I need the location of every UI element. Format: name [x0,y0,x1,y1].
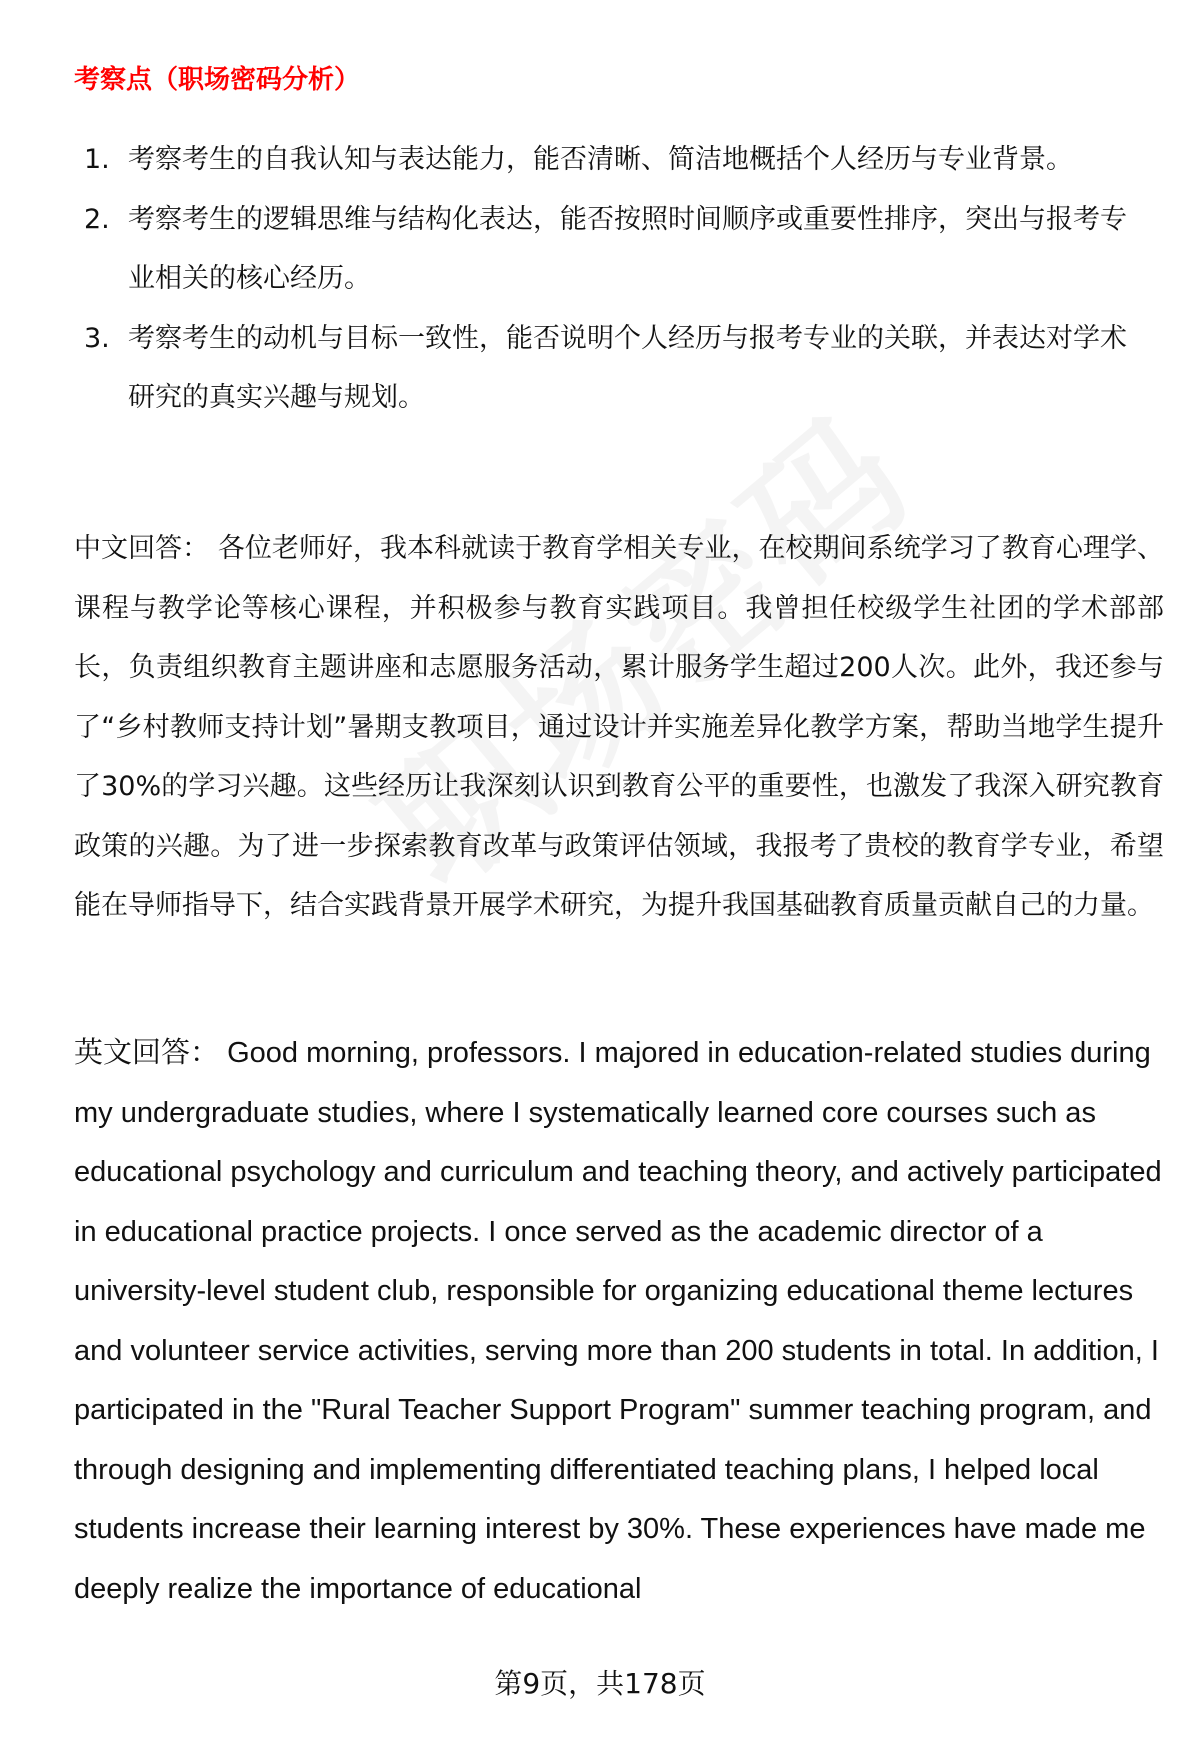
english-answer-paragraph [74,1023,1164,1619]
page-number-footer: 第9页，共178页 [494,1667,706,1700]
english-answer-label: 英文回答： [74,1035,220,1069]
english-answer-text: Good morning, professors. I majored in education-related studies during my undergraduate studies, where I systematically learned core courses such as educational psychology and curriculum and teaching theory, and actively participated in educational practice projects. I once served as the academic director of a university-level student club, responsible for organizing educational theme lectures and volunteer service activities, serving more than 200 students in total. In addition, I participated in the "Rural Teacher Support Program" summer teaching program, and through designing and implementing differentiated teaching plans, I helped local students increase their learning interest by 30%. These experiences have made me deeply realize the importance of educational [74,1037,1162,1605]
list-item-number: 1. [84,144,110,175]
list-item [74,309,1144,428]
chinese-answer-label: 中文回答： [74,533,210,564]
chinese-answer-paragraph [74,519,1164,936]
list-item [74,190,1144,309]
assessment-points-list [74,130,1144,428]
list-item-text: 考察考生的动机与目标一致性，能否说明个人经历与报考专业的关联，并表达对学术研究的真实兴趣与规划。 [128,322,1127,413]
list-item-text: 考察考生的逻辑思维与结构化表达，能否按照时间顺序或重要性排序，突出与报考专业相关的核心经历。 [128,203,1127,294]
chinese-answer-text: 各位老师好，我本科就读于教育学相关专业，在校期间系统学习了教育心理学、课程与教学论等核心课程，并积极参与教育实践项目。我曾担任校级学生社团的学术部部长，负责组织教育主题讲座和志愿服务活动，累计服务学生超过200人次。此外，我还参与了“乡村教师支持计划”暑期支教项目，通过设计并实施差异化教学方案，帮助当地学生提升了30%的学习兴趣。这些经历让我深刻认识到教育公平的重要性，也激发了我深入研究教育政策的兴趣。为了进一步探索教育改革与政策评估领域，我报考了贵校的教育学专业，希望能在导师指导下，结合实践背景开展学术研究，为提升我国基础教育质量贡献自己的力量。 [74,533,1165,921]
section-heading: 考察点（职场密码分析） [74,65,361,95]
list-item-text: 考察考生的自我认知与表达能力，能否清晰、简洁地概括个人经历与专业背景。 [128,144,1073,175]
list-item [74,130,1144,190]
list-item-number: 3. [84,322,110,354]
list-item-number: 2. [84,203,110,235]
